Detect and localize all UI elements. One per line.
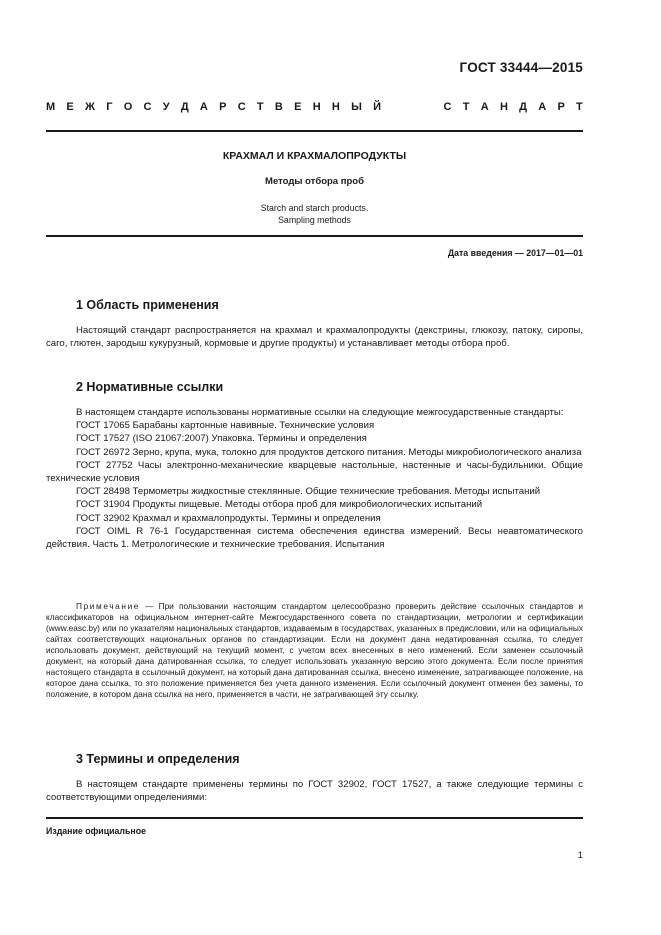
document-subtitle: Методы отбора проб xyxy=(265,176,364,187)
banner-letter: О xyxy=(123,101,133,113)
footer-rule xyxy=(46,817,583,819)
reference-item: ГОСТ OIML R 76-1 Государственная система обеспечения единства измерений. Весы неавтоматического действия. Часть 1. Метрологические и технические требования. Испытания xyxy=(46,525,583,551)
section-3-heading: 3 Термины и определения xyxy=(76,752,240,766)
header-rule xyxy=(46,130,583,132)
english-title-line: Starch and starch products. xyxy=(260,203,369,213)
banner-letter: Р xyxy=(219,101,227,113)
english-title xyxy=(46,202,583,226)
reference-item: ГОСТ 28498 Термометры жидкостные стеклянные. Общие технические требования. Методы испытаний xyxy=(76,486,541,498)
standard-number: ГОСТ 33444—2015 xyxy=(459,60,583,75)
banner-letter: М xyxy=(46,101,56,113)
section-1-text xyxy=(46,324,583,350)
banner-letter: А xyxy=(538,101,547,113)
banner-letter: Т xyxy=(576,101,583,113)
banner-letter: А xyxy=(480,101,489,113)
banner-letter: Н xyxy=(499,101,508,113)
banner-letter: Н xyxy=(312,101,321,113)
banner-letter: Е xyxy=(294,101,302,113)
reference-item: ГОСТ 17065 Барабаны картонные навивные. Технические условия xyxy=(76,420,375,432)
reference-item: ГОСТ 32902 Крахмал и крахмалопродукты. Термины и определения xyxy=(76,512,381,524)
banner-letter: С xyxy=(443,101,452,113)
section-2-heading: 2 Нормативные ссылки xyxy=(76,380,224,394)
english-title-line: Sampling methods xyxy=(278,215,351,225)
reference-item: ГОСТ 27752 Часы электронно-механические кварцевые настольные, настенные и часы-будильники. Общие технические условия xyxy=(46,459,583,485)
normative-references xyxy=(46,406,583,551)
banner-letter: С xyxy=(237,101,246,113)
paragraph: В настоящем стандарте использованы нормативные ссылки на следующие межгосударственные стандарты: xyxy=(76,407,564,418)
banner-letter: Р xyxy=(557,101,565,113)
banner-letter: Т xyxy=(462,101,470,113)
banner-letter: Ж xyxy=(85,101,95,113)
document-title: КРАХМАЛ И КРАХМАЛОПРОДУКТЫ xyxy=(222,150,407,162)
banner-letter: Н xyxy=(331,101,340,113)
reference-item: ГОСТ 31904 Продукты пищевые. Методы отбора проб для микробиологических испытаний xyxy=(76,499,483,511)
banner-letter: Й xyxy=(373,101,382,113)
banner-letter: Е xyxy=(66,101,74,113)
title-rule xyxy=(46,235,583,237)
banner-letter: Ы xyxy=(351,101,362,113)
banner-letter: Д xyxy=(180,101,189,113)
banner-letter: С xyxy=(143,101,152,113)
reference-item: ГОСТ 26972 Зерно, крупа, мука, толокно для продуктов детского питания. Методы микробиологического анализа xyxy=(76,446,582,458)
note-text: — При пользовании настоящим стандартом целесообразно проверить действие ссылочных стандартов и классификаторов на официальном интернет-сайте Межгосударственного совета по стандартизации, метрологии и сертификации (www.easc.by) или по указателям национальных стандартов, издаваемым в государствах, указанных в предисловии, или на официальных сайтах соответствующих национальных органов по стандартизации. Если на документ дана недатированная ссылка, то следует использовать документ, действующий на текущий момент, с учетом всех внесенных в него изменений. Если заменен ссылочный документ, на который дана датированная ссылка, то следует использовать указанную версию этого документа. Если после принятия настоящего стандарта в ссылочный документ, на который дана датированная ссылка, внесено изменение, затрагивающее положение, на которое дана ссылка, то это положение применяется без учета данного изменения. Если ссылочный документ отменен без замены, то положение, в котором дана ссылка на него, применяется в части, не затрагивающей эту ссылку. xyxy=(46,601,583,699)
note-paragraph xyxy=(46,601,583,700)
banner-letter: Г xyxy=(106,101,113,113)
paragraph: В настоящем стандарте применены термины по ГОСТ 32902, ГОСТ 17527, а также следующие термины с соответствующими определениями: xyxy=(46,779,583,804)
section-1-heading: 1 Область применения xyxy=(76,298,219,312)
interstate-standard-banner xyxy=(46,101,583,113)
banner-letter: У xyxy=(162,101,170,113)
note-label: Примечание xyxy=(76,601,141,611)
reference-item: ГОСТ 17527 (ISO 21067:2007) Упаковка. Термины и определения xyxy=(76,433,367,445)
note-block xyxy=(46,601,583,700)
banner-letter: А xyxy=(199,101,208,113)
banner-letter: Т xyxy=(256,101,264,113)
paragraph: Настоящий стандарт распространяется на крахмал и крахмалопродукты (декстрины, глюкозу, патоку, сиропы, саго, глютен, зародыш кукурузный, кормовые и другие продукты) и устанавливает методы отбора проб. xyxy=(46,325,583,350)
section-3-text xyxy=(46,778,583,804)
banner-letter: В xyxy=(274,101,283,113)
introduction-date: Дата введения — 2017—01—01 xyxy=(447,248,583,258)
banner-word-gap xyxy=(392,101,432,113)
banner-letter: Д xyxy=(519,101,527,113)
edition-label: Издание официальное xyxy=(46,826,146,836)
page-number: 1 xyxy=(577,850,583,861)
